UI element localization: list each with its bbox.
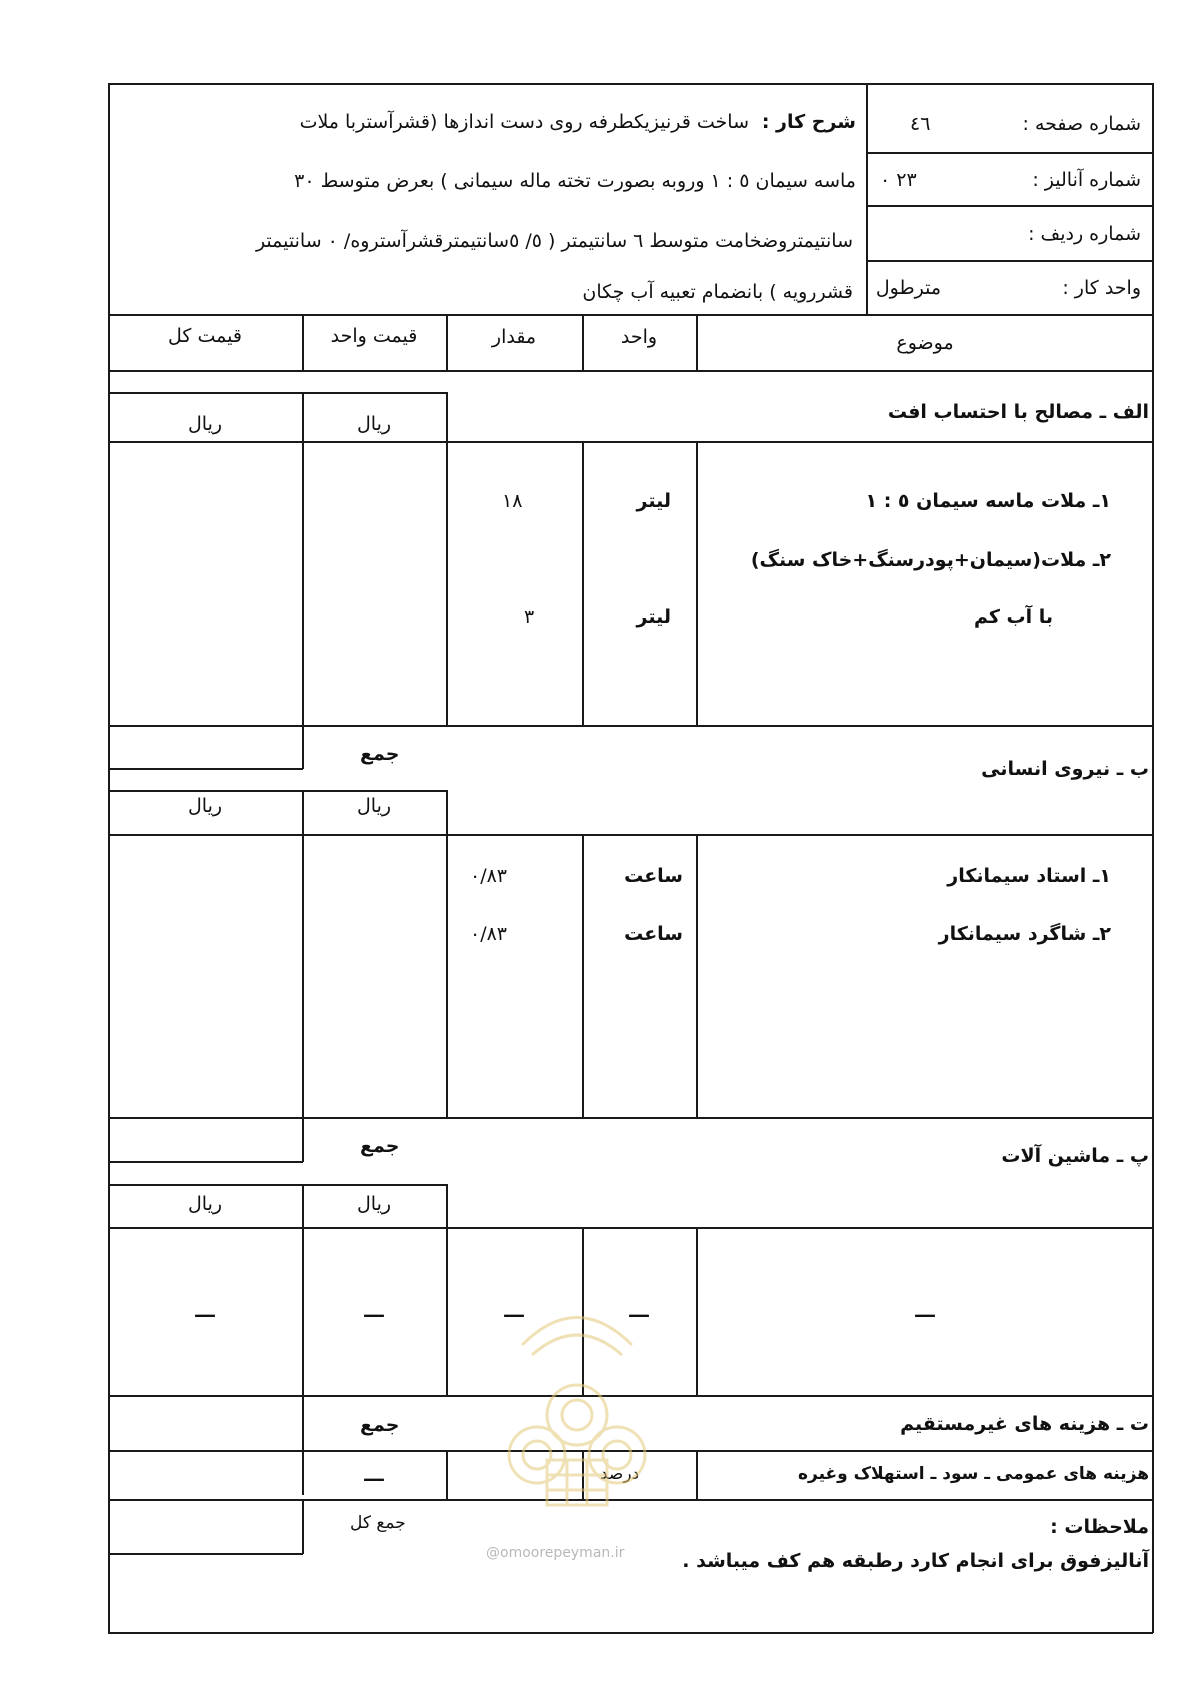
b-riyal-right xyxy=(446,790,448,835)
section-b-riyal-unit-price: ریال xyxy=(356,795,392,817)
a-sum-box-bottom xyxy=(108,768,303,770)
section-a-sum-label: جمع xyxy=(360,743,400,765)
section-c-riyal-total: ریال xyxy=(187,1193,223,1215)
b-sum-box-right xyxy=(302,1117,304,1162)
material-item-1-unit: لیتر xyxy=(636,490,671,512)
watermark-url: @omoorepeyman.ir xyxy=(486,1545,625,1561)
labor-item-1-unit: ساعت xyxy=(624,865,683,887)
omoorepeyman-seal-logo xyxy=(492,1285,662,1515)
machinery-dash-qty: ـــ xyxy=(504,1300,524,1322)
page-number-value: ٤٦ xyxy=(910,113,931,135)
col-header-total-price: قیمت کل xyxy=(168,325,242,347)
section-a-riyal-unit-price: ریال xyxy=(356,413,392,435)
work-description-line-1: ساخت قرنیزیکطرفه روی دست اندازها (قشرآستربا ملات xyxy=(299,111,749,133)
header-row-2 xyxy=(866,205,1152,207)
b-v-qty xyxy=(446,834,448,1118)
work-unit-label: واحد کار : xyxy=(1062,277,1141,299)
a-v-unitprice xyxy=(302,441,304,726)
a-items-bottom xyxy=(108,725,1153,727)
notes-label: ملاحظات : xyxy=(1050,1516,1149,1538)
b-v-unitprice xyxy=(302,834,304,1118)
analysis-number-label: شماره آنالیز : xyxy=(1032,169,1141,191)
b-top xyxy=(108,790,446,792)
b-sum-box-bottom xyxy=(108,1161,303,1163)
labor-item-2-desc: ٢ـ شاگرد سیمانکار xyxy=(938,923,1111,945)
columns-bottom xyxy=(108,370,1153,372)
labor-item-1-qty: ٠/٨٣ xyxy=(470,865,508,887)
material-item-3-unit: لیتر xyxy=(636,606,671,628)
percent-label: درصد xyxy=(600,1464,640,1484)
c-v-subject xyxy=(696,1227,698,1396)
section-b-sum-label: جمع xyxy=(360,1135,400,1157)
c-items-top xyxy=(108,1227,1153,1229)
section-c-title: پ ـ ماشین آلات xyxy=(1001,1145,1149,1167)
analysis-number-value: ٢٣ ٠ xyxy=(880,169,917,191)
work-description-line-4: قشررویه ) بانضمام تعبیه آب چکان xyxy=(582,281,853,303)
material-item-1-qty: ١٨ xyxy=(502,490,523,512)
header-row-3 xyxy=(866,260,1152,262)
col-header-unit: واحد xyxy=(620,326,658,348)
b-items-bottom xyxy=(108,1117,1153,1119)
a-top xyxy=(108,392,446,394)
machinery-dash-unit: ـــ xyxy=(629,1300,649,1322)
a-riyal-right xyxy=(446,392,448,442)
section-a-title: الف ـ مصالح با احتساب افت xyxy=(887,401,1149,423)
a-v-unit xyxy=(582,441,584,726)
section-b-riyal-total: ریال xyxy=(187,795,223,817)
col-header-subject: موضوع xyxy=(896,332,954,354)
a-items-top xyxy=(108,441,1153,443)
a-v-subject xyxy=(696,441,698,726)
notes-text: آنالیزفوق برای انجام کارد رطبقه هم کف میباشد . xyxy=(682,1550,1149,1572)
indirect-dash: ـــ xyxy=(364,1464,384,1486)
material-item-3-desc: با آب کم xyxy=(973,606,1053,628)
col-header-unit-price: قیمت واحد xyxy=(330,325,418,347)
a-sum-box-right xyxy=(302,725,304,769)
page-number-label: شماره صفحه : xyxy=(1022,113,1141,135)
work-description-line-3: سانتیمتروضخامت متوسط ٦ سانتیمتر ( ٥/ ٥سانتیمترقشرآستروه/ ٠ سانتیمتر xyxy=(255,230,853,252)
section-b-title: ب ـ نیروی انسانی xyxy=(981,758,1149,780)
d-v-qty xyxy=(446,1450,448,1500)
header-bottom xyxy=(108,314,1153,316)
work-description-label: شرح کار : xyxy=(761,111,856,133)
c-top xyxy=(108,1184,446,1186)
machinery-dash-total: ـــ xyxy=(195,1300,215,1322)
b-v-unit xyxy=(582,834,584,1118)
col-div-subject xyxy=(696,314,698,371)
b-v-subject xyxy=(696,834,698,1118)
machinery-dash-subject: ـــ xyxy=(915,1300,935,1322)
labor-item-1-desc: ١ـ استاد سیمانکار xyxy=(947,865,1111,887)
a-v-qty xyxy=(446,441,448,726)
work-unit-value: مترطول xyxy=(875,277,941,299)
material-item-3-qty: ٣ xyxy=(524,606,535,628)
b-items-top xyxy=(108,834,1153,836)
d-v-subject xyxy=(696,1450,698,1500)
col-header-quantity: مقدار xyxy=(491,326,537,348)
material-item-2-desc: ٢ـ ملات(سیمان+پودرسنگ+خاک سنگ) xyxy=(750,549,1111,571)
section-d-title: ت ـ هزینه های غیرمستقیم xyxy=(900,1413,1149,1435)
grand-total-box-bottom xyxy=(108,1553,303,1555)
section-a-riyal-total: ریال xyxy=(187,413,223,435)
general-costs-label: هزینه های عمومی ـ سود ـ استهلاک وغیره xyxy=(797,1464,1149,1484)
c-riyal-right xyxy=(446,1184,448,1228)
machinery-dash-unit-price: ـــ xyxy=(364,1300,384,1322)
labor-item-2-unit: ساعت xyxy=(624,923,683,945)
header-divider xyxy=(866,83,868,315)
section-c-riyal-unit-price: ریال xyxy=(356,1193,392,1215)
frame-top xyxy=(108,83,1153,85)
row-number-label: شماره ردیف : xyxy=(1028,223,1141,245)
frame-bottom xyxy=(108,1632,1153,1634)
work-description-line-2: ماسه سیمان ٥ : ١ وروبه بصورت تخته ماله سیمانی ) بعرض متوسط ٣٠ xyxy=(294,170,856,192)
material-item-1-desc: ١ـ ملات ماسه سیمان ٥ : ١ xyxy=(865,490,1111,512)
section-c-sum-label: جمع xyxy=(360,1414,400,1436)
grand-total-box-right xyxy=(302,1499,304,1554)
grand-total-label: جمع کل xyxy=(350,1513,406,1533)
labor-item-2-qty: ٠/٨٣ xyxy=(470,923,508,945)
header-row-1 xyxy=(866,152,1152,154)
